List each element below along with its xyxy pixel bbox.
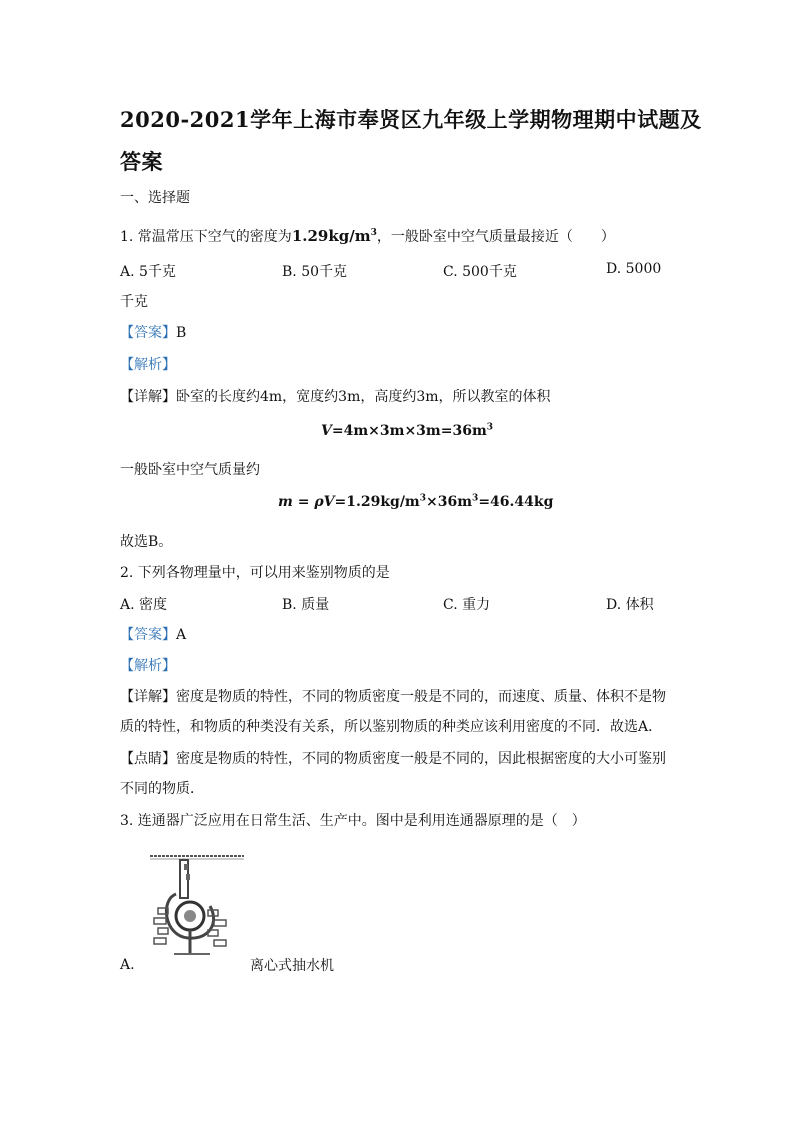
q1-stem-post: ，一般卧室中空气质量最接近（ ） (376, 229, 615, 245)
q2-detail-line2: 质的特性，和物质的种类没有关系，所以鉴别物质的种类应该利用密度的不同．故选A． (120, 719, 663, 735)
q3-stem: 3. 连通器广泛应用在日常生活、生产中。图中是利用连通器原理的是（ ） (120, 813, 586, 829)
q1-detail (120, 386, 551, 406)
q2-comment-line1: 【点睛】密度是物质的特性，不同的物质密度一般是不同的，因此根据密度的大小可鉴别 (120, 751, 666, 767)
centrifugal-pump-figure (150, 850, 246, 960)
q2-answer-tag: 【答案】 (120, 627, 176, 643)
q1-option-c: C. 500千克 (443, 264, 517, 280)
q1-option-b: B. 50千克 (282, 264, 348, 280)
q1-answer (120, 322, 186, 342)
q2-answer (120, 624, 186, 644)
q2-detail-tag: 【详解】 (120, 689, 176, 705)
q1-option-a: A. 5千克 (120, 264, 176, 280)
q2-stem: 2. 下列各物理量中，可以用来鉴别物质的是 (120, 565, 390, 581)
q3-option-a-label: A. (120, 957, 135, 973)
q2-analysis-tag: 【解析】 (120, 658, 176, 674)
q2-detail-line1: 【详解】密度是物质的特性，不同的物质密度一般是不同的，而速度、质量、体积不是物 (120, 689, 666, 705)
doc-title-line2: 答案 (120, 149, 163, 174)
q1-conclusion: 故选B。 (120, 534, 173, 550)
q2-comment-line2: 不同的物质． (120, 781, 204, 797)
q2-option-a: A. 密度 (120, 597, 168, 613)
q2-answer-value: A (176, 627, 187, 643)
q1-stem (120, 226, 615, 246)
section-heading: 一、选择题 (120, 190, 190, 206)
q1-density: $1.29kg/m^3$ (291, 227, 377, 245)
q2-comment-tag: 【点睛】 (120, 751, 176, 767)
q1-analysis-tag: 【解析】 (120, 357, 176, 373)
q1-detail-tag: 【详解】 (120, 389, 176, 405)
q1-option-d-wrap: 千克 (120, 294, 148, 310)
q1-detail-text: 卧室的长度约4m，宽度约3m，高度约3m，所以教室的体积 (176, 389, 551, 405)
doc-title-line1: 2020-2021学年上海市奉贤区九年级上学期物理期中试题及 (120, 107, 702, 132)
q2-option-c: C. 重力 (443, 597, 491, 613)
q1-stem-pre: 1. 常温常压下空气的密度为 (120, 229, 292, 245)
q2-option-b: B. 质量 (282, 597, 330, 613)
q2-option-d: D. 体积 (606, 597, 654, 613)
q1-option-d: D. 5000 (606, 261, 662, 277)
q1-mass-formula: $m = \rho V=1.29kg/m^3\times 36m^3=46.44kg$ (278, 493, 554, 510)
q1-answer-value: B (176, 325, 187, 341)
q1-mass-text: 一般卧室中空气质量约 (120, 462, 260, 478)
q1-volume-formula: $V=4m\times 3m\times 3m=36m^3$ (321, 422, 494, 439)
q1-answer-tag: 【答案】 (120, 325, 176, 341)
q3-option-a-caption: 离心式抽水机 (250, 958, 334, 974)
